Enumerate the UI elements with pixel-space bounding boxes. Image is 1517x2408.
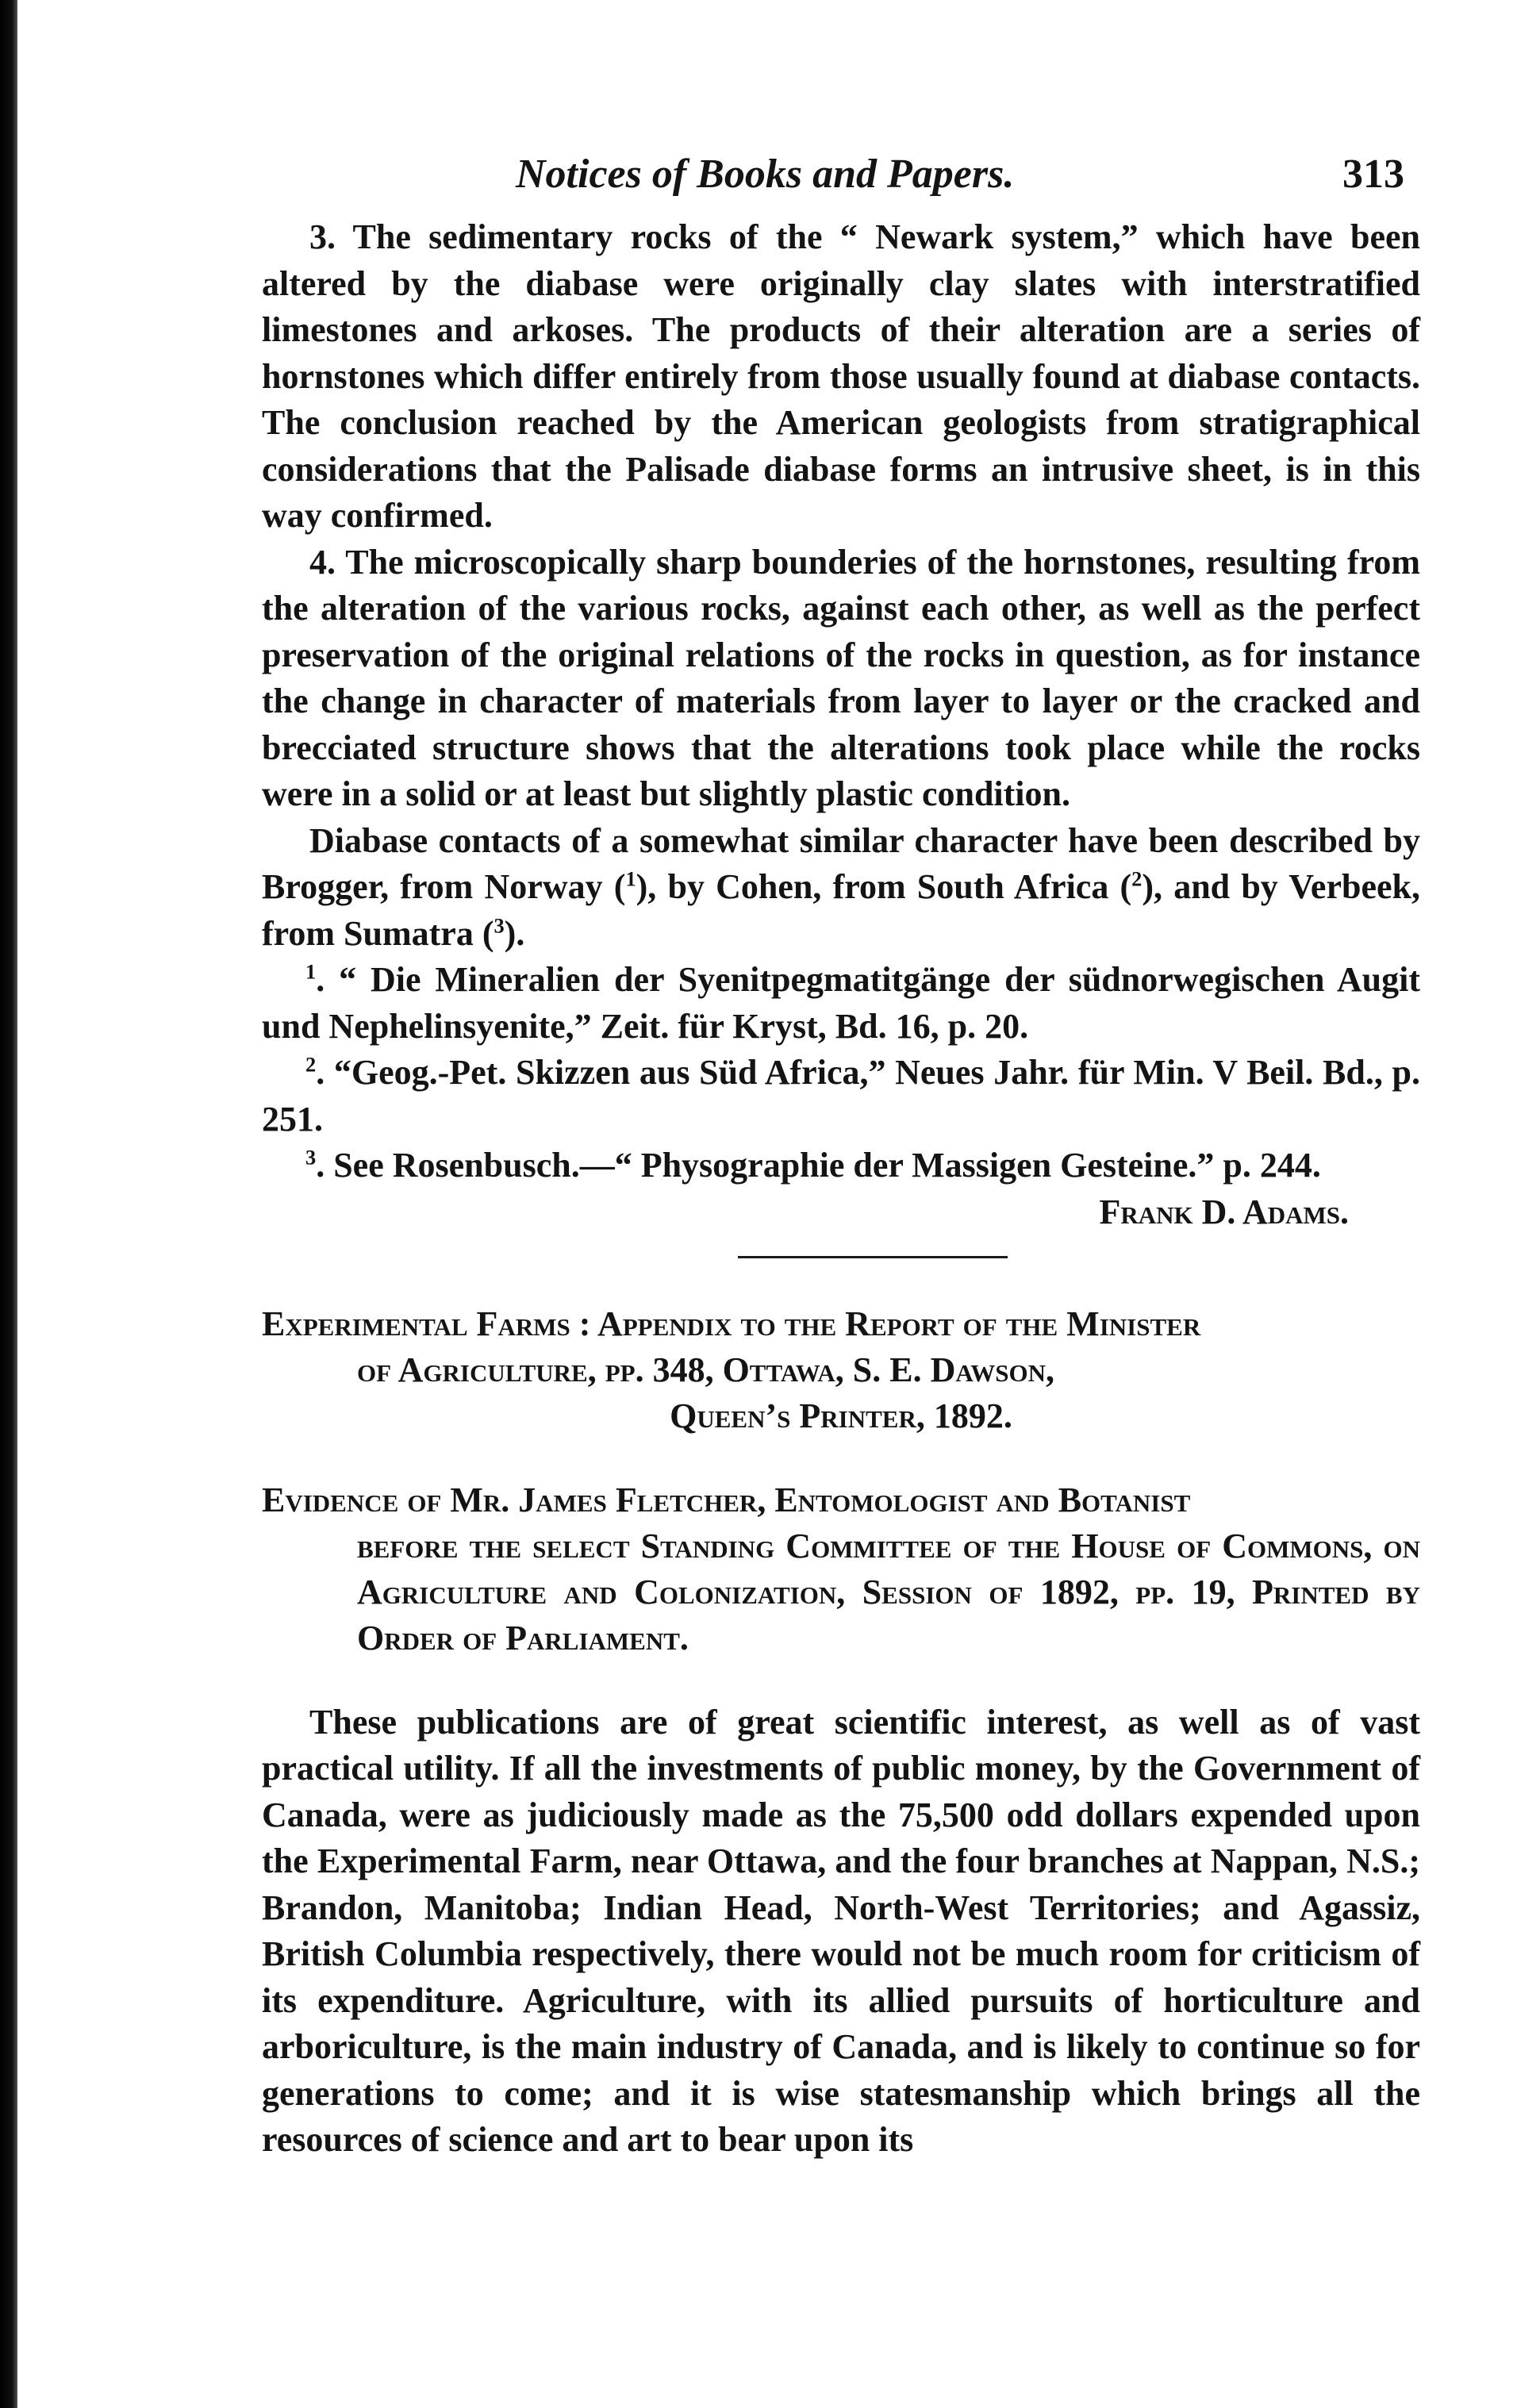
paragraph-contacts-text-a: Diabase contacts of a somewhat similar character have been described by Brogger, from Norway ( [262,820,1420,906]
footnote-2 [262,1050,1420,1143]
review-heading-2-line-1: Evidence of Mr. James Fletcher, Entomologist and Botanist [262,1480,1191,1519]
author-signature: Frank D. Adams. [1099,1192,1349,1231]
footnote-3-text: . See Rosenbusch.—“ Physographie der Massigen Gesteine.” p. 244. [316,1146,1321,1185]
footnote-3-mark: 3 [305,1145,317,1169]
paragraph-4: 4. The microscopically sharp bounderies of the hornstones, resulting from the alteration of the various rocks, against each other, as well as the perfect preservation of the original relations of the rocks in question, as for instance the change in character of materials from layer to layer or the cracked and brecciated structure shows that the alterations took place while the rocks were in a solid or at least but slightly plastic condition. [262,542,1420,813]
footnote-3 [262,1143,1420,1189]
footnote-2-text: . “Geog.-Pet. Skizzen aus Süd Africa,” Neues Jahr. für Min. V Beil. Bd., p. 251. [262,1053,1420,1139]
review-paragraph: These publications are of great scientific interest, as well as of vast practical utility. If all the investments of public money, by the Government of Canada, were as judiciously made as the 75,500 odd dollars expended upon the Experimental Farm, near Ottawa, and the four branches at Nappan, N.S.; Brandon, Manitoba; Indian Head, North-West Territories; and Agassiz, British Columbia respectively, there would not be much room for criticism of its expenditure. Agriculture, with its allied pursuits of horticulture and arboriculture, is the main industry of Canada, and is likely to continue so for generations to come; and it is wise statesmanship which brings all the resources of science and art to bear upon its [262,1702,1420,2159]
review-body [262,1699,1420,2164]
review-heading-1-line-3: Queen’s Printer, 1892. [670,1396,1012,1435]
footnote-1-text: . “ Die Mineralien der Syenitpegmatitgänge der südnorwegischen Augit und Nephelinsyenite,” Zeit. für Kryst, Bd. 16, p. 20. [262,960,1420,1046]
book-page [262,151,1420,2164]
paragraph-contacts-text-b: ), by Cohen, from South Africa ( [636,867,1132,906]
citation-mark-3: 3 [494,912,505,937]
running-head [262,151,1420,214]
review-heading-2-line-2: before the select Standing Committee of the House of Commons, on Agriculture and Colonization, Session of 1892, pp. 19, Printed by Order of Parliament. [357,1526,1420,1657]
footnote-2-mark: 2 [305,1052,317,1077]
page-binding-shadow [0,0,17,2408]
paragraph-contacts-text-c: ), and by Verbeek, from Sumatra ( [262,867,1420,953]
running-head-title: Notices of Books and Papers. [516,152,1015,197]
footnote-1-mark: 1 [305,959,317,984]
citation-mark-2: 2 [1131,866,1143,891]
footnote-1 [262,957,1420,1050]
page-number: 313 [1342,152,1404,197]
review-heading-experimental-farms [262,1301,1420,1439]
paragraph-contacts [262,818,1420,958]
article-body [262,214,1420,1189]
review-heading-fletcher-evidence [262,1477,1420,1661]
review-heading-1-line-1: Experimental Farms : Appendix to the Report of the Minister [262,1304,1201,1343]
citation-mark-1: 1 [625,866,636,891]
section-divider [738,1256,1008,1258]
paragraph-contacts-text-d: ). [504,913,525,953]
review-heading-1-line-2: of Agriculture, pp. 348, Ottawa, S. E. Dawson, [357,1350,1055,1389]
paragraph-3: 3. The sedimentary rocks of the “ Newark system,” which have been altered by the diabase were originally clay slates with interstratified limestones and arkoses. The products of their alteration are a series of hornstones which differ entirely from those usually found at diabase contacts. The conclusion reached by the American geologists from stratigraphical considerations that the Palisade diabase forms an intrusive sheet, is in this way confirmed. [262,217,1420,535]
